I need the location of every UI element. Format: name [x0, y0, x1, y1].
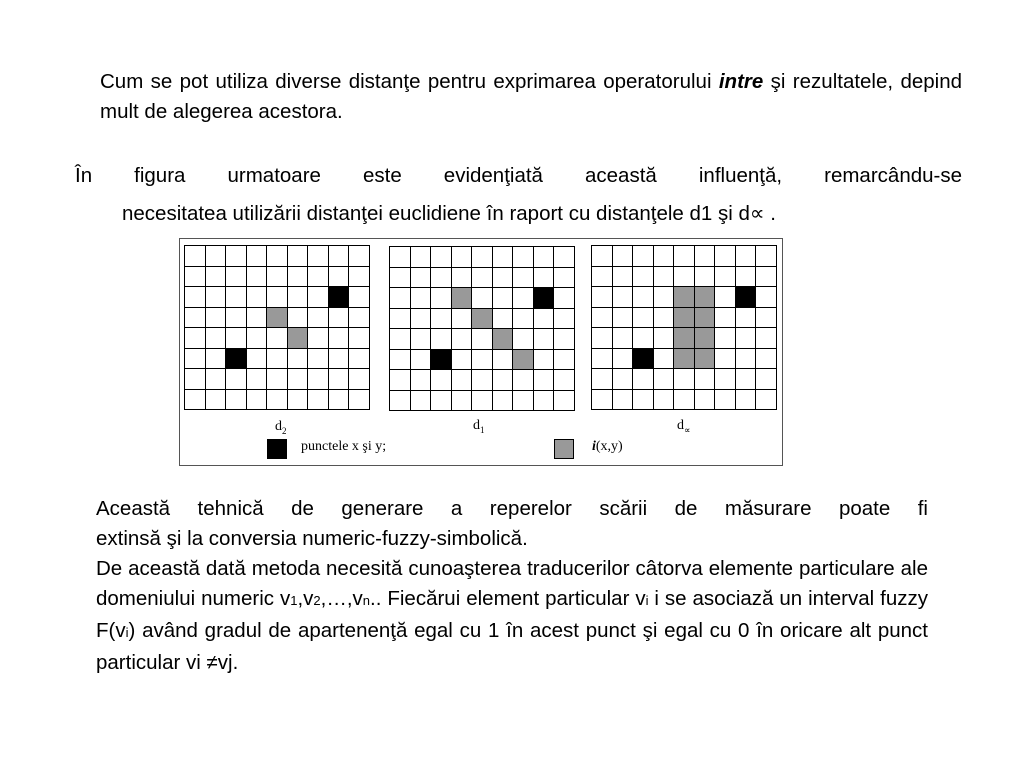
- grid-cell: [390, 288, 411, 309]
- grid-cell: [431, 370, 452, 391]
- grid-cell: [613, 267, 634, 288]
- figure-intro-paragraph: [75, 157, 962, 233]
- grid-cell: [674, 246, 695, 267]
- grid-cell: [247, 390, 268, 411]
- grid-cell: [247, 267, 268, 288]
- grid-cell: [226, 369, 247, 390]
- grid-cell: [206, 287, 227, 308]
- grid-cell: [493, 370, 514, 391]
- grid-cell: [267, 267, 288, 288]
- grid-cell: [206, 328, 227, 349]
- grid-cell: [736, 349, 757, 370]
- grid-cell: [411, 247, 432, 268]
- grid-cell: [592, 328, 613, 349]
- grid-cell: [452, 350, 473, 371]
- grid-cell: [613, 390, 634, 411]
- figure-intro-line2: necesitatea utilizării distanţei euclidiene în raport cu distanţele d1 şi d∝ .: [122, 202, 776, 225]
- grid-cell: [513, 370, 534, 391]
- grid-cell: [452, 268, 473, 289]
- legend-intermediate-label: i(x,y): [592, 439, 623, 454]
- grid-cell: [613, 287, 634, 308]
- grid-cell: [534, 329, 555, 350]
- grid-cell: [431, 288, 452, 309]
- grid-cell: [554, 268, 575, 289]
- grid-cell: [390, 391, 411, 412]
- grid-cell: [736, 267, 757, 288]
- grid-cell: [654, 369, 675, 390]
- grid-cell: [695, 246, 716, 267]
- grid-cell: [654, 349, 675, 370]
- grid-cell-intermediate: [267, 308, 288, 329]
- grid-cell: [288, 390, 309, 411]
- grid-cell: [349, 328, 370, 349]
- grid-cell: [308, 349, 329, 370]
- grid-cell: [349, 287, 370, 308]
- grid-cell: [247, 287, 268, 308]
- grid-cell: [493, 268, 514, 289]
- grid-cell: [206, 349, 227, 370]
- grid-cell: [715, 390, 736, 411]
- grid-cell-point: [226, 349, 247, 370]
- grid-cell: [267, 390, 288, 411]
- grid-cell: [206, 308, 227, 329]
- grid-cell: [736, 390, 757, 411]
- grid-cell: [613, 369, 634, 390]
- grid-cell: [554, 309, 575, 330]
- grid-cell: [554, 329, 575, 350]
- grid-cell: [554, 247, 575, 268]
- grid-cell: [554, 350, 575, 371]
- grid-cell: [654, 246, 675, 267]
- grid-cell: [411, 370, 432, 391]
- grid-cell: [329, 390, 350, 411]
- grid-cell-point: [534, 288, 555, 309]
- grid-cell: [534, 247, 555, 268]
- grid-cell: [695, 267, 716, 288]
- grid-cell: [308, 246, 329, 267]
- grid-cell: [715, 287, 736, 308]
- grid-cell-intermediate: [695, 328, 716, 349]
- grid-cell: [431, 247, 452, 268]
- grid-cell-intermediate: [695, 308, 716, 329]
- grid-cell: [695, 369, 716, 390]
- grid-cell: [493, 288, 514, 309]
- grid-cell: [633, 390, 654, 411]
- grid-cell: [329, 369, 350, 390]
- grid-cell: [715, 328, 736, 349]
- grid-cell-point: [736, 287, 757, 308]
- grid-cell: [554, 288, 575, 309]
- legend-points-label: punctele x şi y;: [301, 439, 387, 454]
- grid-cell-intermediate: [513, 350, 534, 371]
- label-dinf: $d_\propto$: [677, 418, 691, 435]
- grid-cell: [329, 349, 350, 370]
- grid-cell: [674, 369, 695, 390]
- grid-cell: [756, 328, 777, 349]
- grid-cell: [633, 246, 654, 267]
- grid-cell: [513, 391, 534, 412]
- grid-cell: [329, 308, 350, 329]
- grid-cell: [185, 390, 206, 411]
- method-paragraph: De această dată metoda necesită cunoaşterea traducerilor câtorva elemente particulare ale domeniului numeric v1,v2,…,vn.. Fiecărui element particular vi i se asociază un interval fuzzy F(vi) având gradul de apartenenţă egal cu 1 în acest punct şi egal cu 0 în oricare alt punct particular vi ≠vj.: [96, 557, 928, 674]
- grid-cell: [633, 328, 654, 349]
- grid-cell: [431, 329, 452, 350]
- grid-cell-point: [431, 350, 452, 371]
- grid-cell: [390, 329, 411, 350]
- grid-cell: [513, 329, 534, 350]
- grid-cell: [431, 268, 452, 289]
- grid-cell: [633, 369, 654, 390]
- grid-cell: [472, 350, 493, 371]
- grid-cell: [431, 309, 452, 330]
- grid-cell: [654, 390, 675, 411]
- distance-figure: [179, 238, 783, 466]
- grid-cell: [349, 267, 370, 288]
- grid-dinf: [591, 245, 777, 410]
- grid-cell: [185, 349, 206, 370]
- grid-cell: [226, 328, 247, 349]
- grid-cell: [674, 390, 695, 411]
- grid-cell: [206, 390, 227, 411]
- grid-cell: [308, 267, 329, 288]
- grid-cell: [329, 328, 350, 349]
- grid-cell: [267, 246, 288, 267]
- grid-cell: [534, 370, 555, 391]
- grid-cell: [226, 246, 247, 267]
- grid-cell: [592, 390, 613, 411]
- grid-cell: [185, 369, 206, 390]
- grid-cell: [452, 391, 473, 412]
- technique-line2: extinsă şi la conversia numeric-fuzzy-simbolică.: [96, 527, 528, 550]
- grid-cell: [390, 309, 411, 330]
- intro-text-after: şi rezultatele, depind mult de alegerea acestora.: [100, 70, 963, 123]
- grid-cell: [247, 328, 268, 349]
- grid-cell: [411, 391, 432, 412]
- grid-cell: [452, 329, 473, 350]
- grid-cell: [654, 308, 675, 329]
- grid-cell: [288, 287, 309, 308]
- grid-cell: [390, 247, 411, 268]
- intro-paragraph: [100, 67, 962, 127]
- grid-cell: [308, 308, 329, 329]
- grid-cell: [472, 329, 493, 350]
- grid-cell: [554, 391, 575, 412]
- grid-cell: [534, 268, 555, 289]
- grid-cell: [736, 369, 757, 390]
- grid-cell: [592, 246, 613, 267]
- grid-cell: [613, 308, 634, 329]
- grid-cell-intermediate: [695, 287, 716, 308]
- grid-cell: [654, 328, 675, 349]
- grid-cell: [185, 308, 206, 329]
- grid-cell-intermediate: [674, 328, 695, 349]
- grid-cell: [411, 268, 432, 289]
- grid-cell-intermediate: [452, 288, 473, 309]
- label-d1: $d_1$: [473, 418, 485, 435]
- grid-cell: [226, 308, 247, 329]
- grid-cell: [185, 287, 206, 308]
- grid-cell-intermediate: [674, 349, 695, 370]
- grid-cell: [534, 309, 555, 330]
- grid-cell: [493, 309, 514, 330]
- grid-cell: [534, 391, 555, 412]
- technique-paragraph: [96, 494, 928, 554]
- grid-cell: [592, 369, 613, 390]
- grid-cell: [247, 246, 268, 267]
- grid-cell: [534, 350, 555, 371]
- grid-cell: [329, 267, 350, 288]
- intro-emphasis: intre: [718, 70, 764, 93]
- grid-cell: [715, 369, 736, 390]
- grid-cell: [756, 246, 777, 267]
- grid-cell: [226, 267, 247, 288]
- grid-cell: [493, 391, 514, 412]
- legend-gray-swatch: [554, 439, 574, 459]
- grid-cell: [674, 267, 695, 288]
- grid-cell: [390, 350, 411, 371]
- grid-cell: [472, 268, 493, 289]
- grid-cell: [715, 349, 736, 370]
- grid-cell: [613, 328, 634, 349]
- technique-line1: Această tehnică de generare a reperelor scării de măsurare poate fi: [96, 497, 928, 520]
- grid-cell: [349, 246, 370, 267]
- grid-cell: [633, 308, 654, 329]
- grid-cell: [472, 391, 493, 412]
- grid-cell: [267, 349, 288, 370]
- grid-cell: [247, 369, 268, 390]
- grid-cell: [452, 309, 473, 330]
- grid-cell: [206, 369, 227, 390]
- grid-cell: [633, 287, 654, 308]
- grid-cell-intermediate: [493, 329, 514, 350]
- grid-cell: [411, 288, 432, 309]
- grid-cell: [308, 369, 329, 390]
- grid-cell: [349, 390, 370, 411]
- grid-cell: [592, 308, 613, 329]
- grid-cell: [633, 267, 654, 288]
- grid-cell: [592, 267, 613, 288]
- grid-cell: [592, 287, 613, 308]
- grid-cell: [513, 309, 534, 330]
- grid-cell: [288, 308, 309, 329]
- grid-cell: [756, 267, 777, 288]
- grid-cell: [185, 267, 206, 288]
- grid-cell: [390, 268, 411, 289]
- grid-cell: [431, 391, 452, 412]
- grid-cell: [452, 247, 473, 268]
- grid-cell-intermediate: [472, 309, 493, 330]
- grid-cell: [592, 349, 613, 370]
- grid-cell: [185, 328, 206, 349]
- grid-cell: [715, 267, 736, 288]
- grid-cell: [288, 369, 309, 390]
- label-d2: $d_2$: [275, 419, 287, 436]
- grid-cell: [349, 308, 370, 329]
- grid-cell: [613, 349, 634, 370]
- grid-cell-intermediate: [695, 349, 716, 370]
- grid-cell: [349, 369, 370, 390]
- grid-cell-point: [329, 287, 350, 308]
- grid-cell: [756, 349, 777, 370]
- grid-cell: [226, 390, 247, 411]
- grid-cell: [390, 370, 411, 391]
- grid-cell: [513, 268, 534, 289]
- grid-cell: [756, 390, 777, 411]
- grid-cell: [452, 370, 473, 391]
- grid-cell: [654, 267, 675, 288]
- grid-cell: [411, 350, 432, 371]
- grid-cell: [185, 246, 206, 267]
- grid-cell: [206, 246, 227, 267]
- grid-cell: [472, 288, 493, 309]
- grid-cell: [756, 287, 777, 308]
- intro-text-before: Cum se pot utiliza diverse distanţe pentru exprimarea operatorului: [100, 70, 719, 93]
- grid-cell: [493, 350, 514, 371]
- grid-cell: [206, 267, 227, 288]
- grid-cell: [493, 247, 514, 268]
- grid-cell: [288, 267, 309, 288]
- grid-cell: [513, 288, 534, 309]
- grid-cell: [715, 308, 736, 329]
- grid-cell: [349, 349, 370, 370]
- grid-cell: [695, 390, 716, 411]
- grid-cell-point: [633, 349, 654, 370]
- figure-intro-line1: În figura urmatoare este evidenţiată această influenţă, remarcându-se: [75, 164, 962, 187]
- grid-cell: [736, 308, 757, 329]
- grid-cell: [308, 328, 329, 349]
- grid-cell: [308, 287, 329, 308]
- grid-cell: [288, 246, 309, 267]
- grid-cell: [654, 287, 675, 308]
- grid-cell-intermediate: [674, 287, 695, 308]
- grid-d1: [389, 246, 575, 411]
- grid-cell: [554, 370, 575, 391]
- grid-cell: [329, 246, 350, 267]
- grid-cell: [472, 370, 493, 391]
- grid-cell: [736, 328, 757, 349]
- grid-cell: [226, 287, 247, 308]
- grid-cell: [736, 246, 757, 267]
- grid-cell: [756, 369, 777, 390]
- grid-cell: [247, 349, 268, 370]
- legend-black-swatch: [267, 439, 287, 459]
- grid-cell: [756, 308, 777, 329]
- grid-cell: [411, 309, 432, 330]
- grid-d2: [184, 245, 370, 410]
- grid-cell: [267, 287, 288, 308]
- grid-cell: [472, 247, 493, 268]
- grid-cell: [288, 349, 309, 370]
- grid-cell: [715, 246, 736, 267]
- grid-cell: [613, 246, 634, 267]
- grid-cell: [267, 328, 288, 349]
- grid-cell: [308, 390, 329, 411]
- grid-cell: [513, 247, 534, 268]
- grid-cell: [267, 369, 288, 390]
- grid-cell-intermediate: [674, 308, 695, 329]
- grid-cell-intermediate: [288, 328, 309, 349]
- grid-cell: [247, 308, 268, 329]
- grid-cell: [411, 329, 432, 350]
